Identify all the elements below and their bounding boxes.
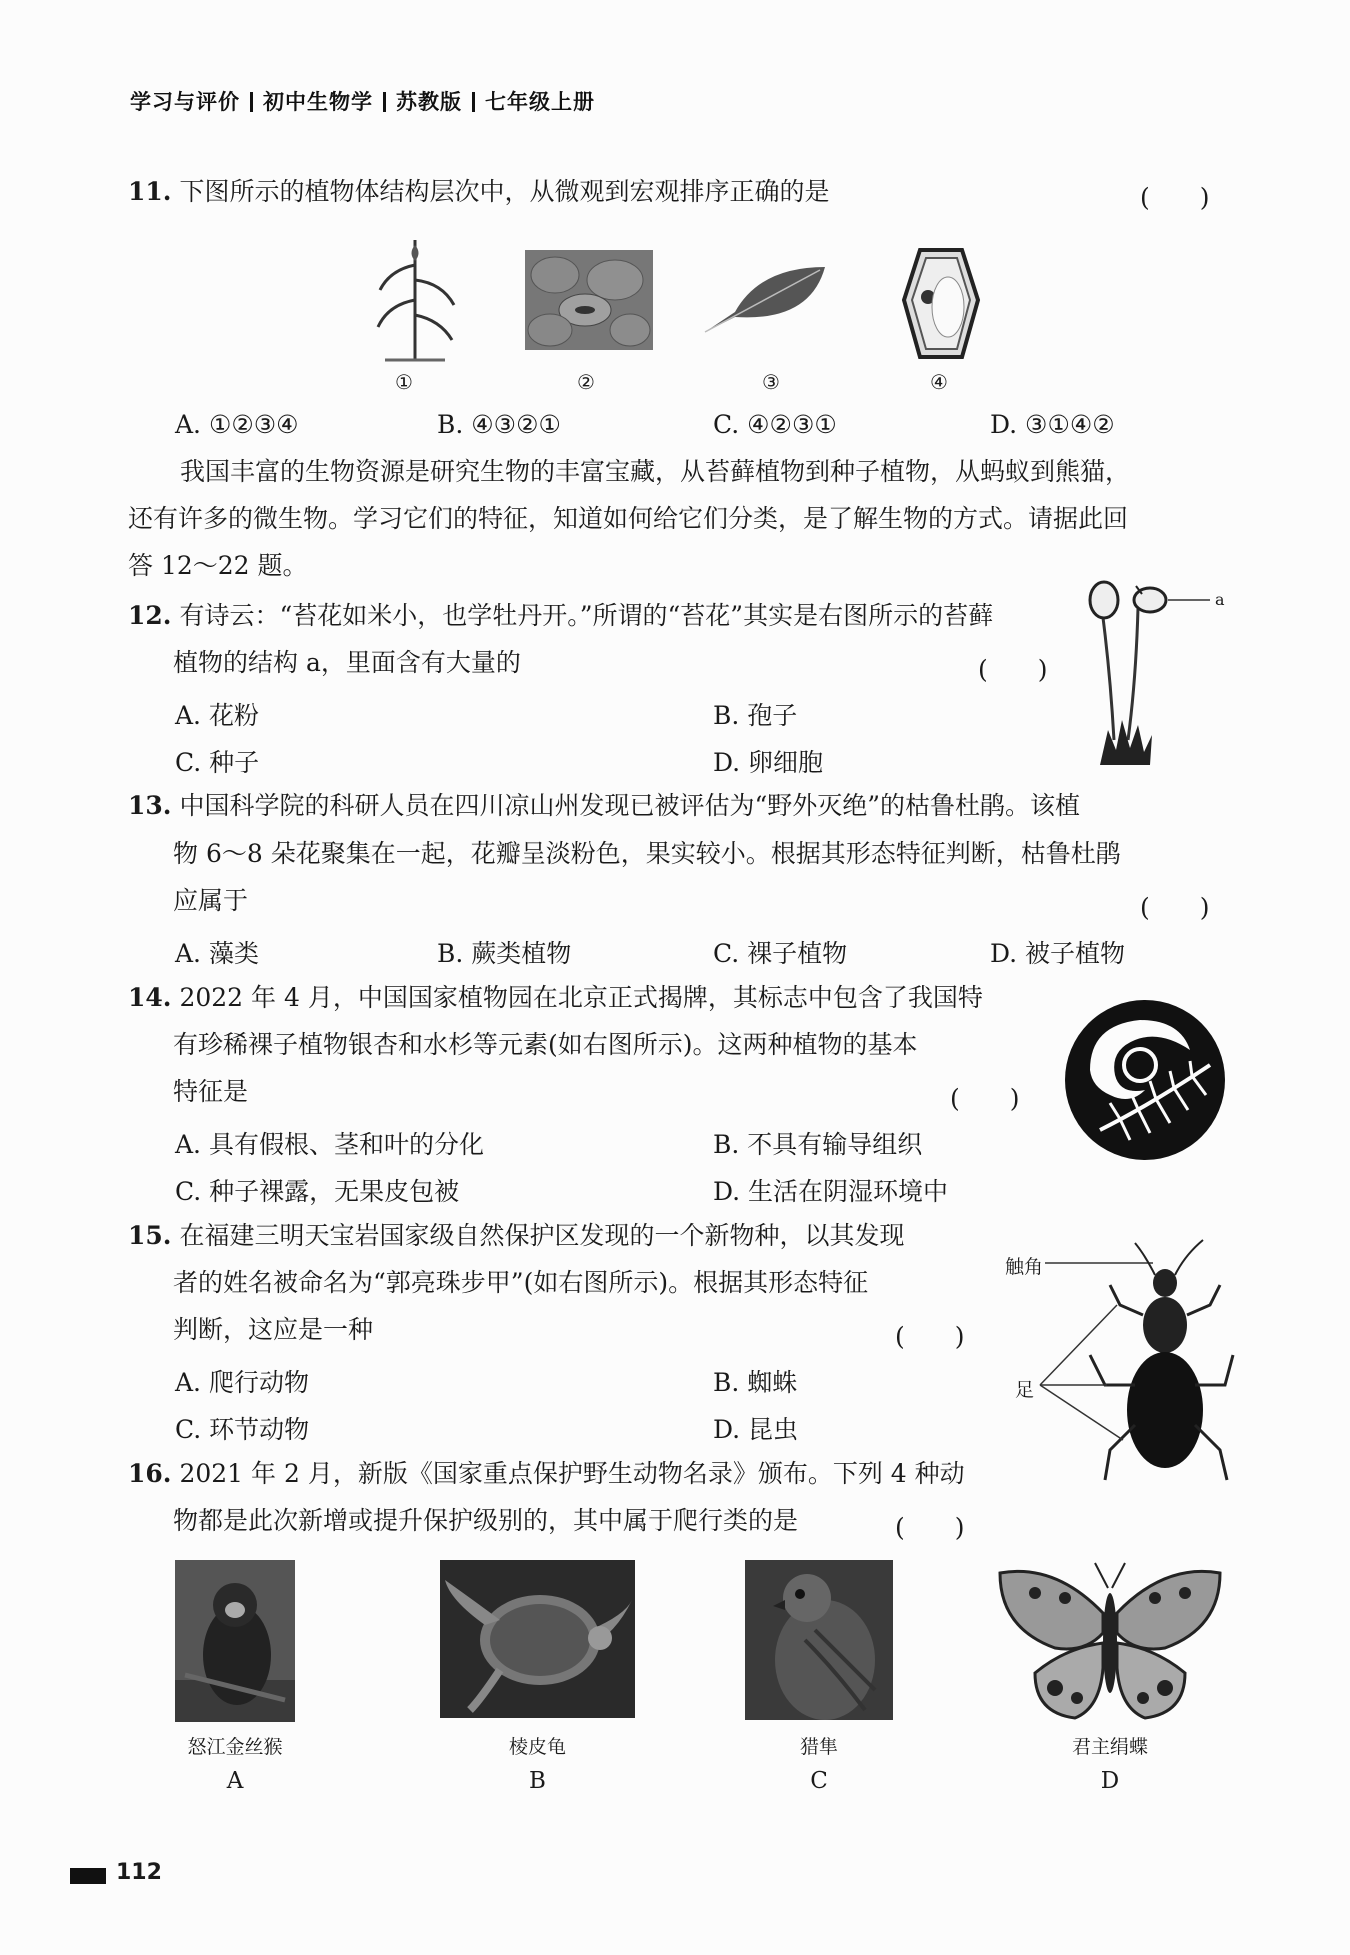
option-b: B. 蜘蛛 xyxy=(713,1368,798,1397)
figure-label: ② xyxy=(577,370,595,394)
header-part: 七年级上册 xyxy=(485,90,595,114)
intro-line: 还有许多的微生物。学习它们的特征，知道如何给它们分类，是了解生物的方式。请据此回 xyxy=(128,504,1129,533)
option-a: A. 爬行动物 xyxy=(175,1368,309,1397)
corn-plant-image xyxy=(370,235,460,365)
page-number: 112 xyxy=(116,1860,162,1885)
saker-falcon-image xyxy=(745,1560,893,1720)
question-14 xyxy=(128,982,983,1014)
question-text: 2021 年 2 月，新版《国家重点保护野生动物名录》颁布。下列 4 种动 xyxy=(179,1459,965,1488)
figure-label: ① xyxy=(395,370,413,394)
question-text: 下图所示的植物体结构层次中，从微观到宏观排序正确的是 xyxy=(179,177,830,206)
question-15 xyxy=(128,1220,904,1252)
question-number: 12. xyxy=(128,601,172,630)
moss-image xyxy=(1080,580,1220,770)
question-text: 有诗云：“苔花如米小，也学牡丹开。”所谓的“苔花”其实是右图所示的苔藓 xyxy=(179,601,994,630)
question-number: 16. xyxy=(128,1459,172,1488)
figure-label-a: a xyxy=(1215,590,1225,609)
header-divider xyxy=(383,92,386,112)
question-text-line: 植物的结构 a，里面含有大量的 xyxy=(173,648,521,677)
question-text: 在福建三明天宝岩国家级自然保护区发现的一个新物种，以其发现 xyxy=(179,1221,905,1250)
leaf-image xyxy=(700,262,830,337)
animal-name: 怒江金丝猴 xyxy=(187,1736,283,1758)
question-text-line: 有珍稀裸子植物银杏和水杉等元素(如右图所示)。这两种植物的基本 xyxy=(173,1030,918,1059)
header-divider xyxy=(472,92,475,112)
header-part: 初中生物学 xyxy=(263,90,373,114)
answer-blank: ( ) xyxy=(1140,893,1210,922)
animal-letter: D xyxy=(1100,1768,1120,1794)
intro-line: 答 12～22 题。 xyxy=(128,551,308,580)
question-number: 15. xyxy=(128,1221,172,1250)
header-divider xyxy=(250,92,253,112)
question-number: 13. xyxy=(128,791,172,820)
option-c: C. ④②③① xyxy=(713,410,837,439)
option-c: C. 种子裸露，无果皮包被 xyxy=(175,1177,460,1206)
question-number: 14. xyxy=(128,983,172,1012)
answer-blank: ( ) xyxy=(950,1084,1020,1113)
question-text-line: 物 6～8 朵花聚集在一起，花瓣呈淡粉色，果实较小。根据其形态特征判断，枯鲁杜鹃 xyxy=(173,839,1121,868)
answer-blank: ( ) xyxy=(895,1513,965,1542)
option-d: D. 生活在阴湿环境中 xyxy=(713,1177,949,1206)
page-header xyxy=(130,86,595,116)
question-16 xyxy=(128,1458,965,1490)
option-d: D. 卵细胞 xyxy=(713,748,824,777)
figure-label: ④ xyxy=(930,370,948,394)
answer-blank: ( ) xyxy=(978,655,1048,684)
option-b: B. 蕨类植物 xyxy=(437,939,572,968)
butterfly-image xyxy=(995,1558,1225,1723)
figure-label: ③ xyxy=(762,370,780,394)
option-d: D. 昆虫 xyxy=(713,1415,799,1444)
antenna-label: 触角 xyxy=(1005,1256,1044,1278)
leatherback-turtle-image xyxy=(440,1560,635,1718)
option-b: B. ④③②① xyxy=(437,410,561,439)
question-text-line: 判断，这应是一种 xyxy=(173,1315,374,1344)
animal-name: 君主绢蝶 xyxy=(1071,1736,1148,1758)
option-d: D. 被子植物 xyxy=(990,939,1126,968)
option-a: A. ①②③④ xyxy=(175,410,299,439)
animal-name: 棱皮龟 xyxy=(508,1736,566,1758)
option-d: D. ③①④② xyxy=(990,410,1115,439)
golden-monkey-image xyxy=(175,1560,295,1722)
botanical-garden-logo-image xyxy=(1060,995,1230,1165)
header-part: 苏教版 xyxy=(396,90,462,114)
option-a: A. 花粉 xyxy=(175,701,259,730)
question-text-line: 特征是 xyxy=(173,1077,249,1106)
answer-blank: ( ) xyxy=(1140,183,1210,212)
header-part: 学习与评价 xyxy=(130,90,240,114)
question-13 xyxy=(128,790,1080,822)
animal-name: 猎隼 xyxy=(799,1736,838,1758)
question-number: 11. xyxy=(128,177,172,206)
option-c: C. 环节动物 xyxy=(175,1415,310,1444)
option-c: C. 裸子植物 xyxy=(713,939,848,968)
ground-beetle-image xyxy=(1035,1235,1235,1485)
question-text-line: 应属于 xyxy=(173,886,249,915)
intro-line: 我国丰富的生物资源是研究生物的丰富宝藏，从苔藓植物到种子植物，从蚂蚁到熊猫， xyxy=(180,457,1131,486)
option-c: C. 种子 xyxy=(175,748,260,777)
question-11 xyxy=(128,176,829,208)
question-text-line: 者的姓名被命名为“郭亮珠步甲”(如右图所示)。根据其形态特征 xyxy=(173,1268,869,1297)
plant-cell-image xyxy=(900,245,982,363)
leg-label: 足 xyxy=(1015,1379,1035,1401)
animal-letter: B xyxy=(529,1768,546,1794)
animal-letter: A xyxy=(226,1768,244,1794)
page-number-bar xyxy=(70,1868,106,1884)
animal-letter: C xyxy=(810,1768,828,1794)
option-b: B. 不具有输导组织 xyxy=(713,1130,923,1159)
leaf-tissue-image xyxy=(525,250,653,350)
option-b: B. 孢子 xyxy=(713,701,798,730)
question-text: 中国科学院的科研人员在四川凉山州发现已被评估为“野外灭绝”的枯鲁杜鹃。该植 xyxy=(179,791,1081,820)
question-text-line: 物都是此次新增或提升保护级别的，其中属于爬行类的是 xyxy=(173,1506,799,1535)
question-12 xyxy=(128,600,993,632)
option-a: A. 藻类 xyxy=(175,939,259,968)
question-text: 2022 年 4 月，中国国家植物园在北京正式揭牌，其标志中包含了我国特 xyxy=(179,983,983,1012)
answer-blank: ( ) xyxy=(895,1322,965,1351)
option-a: A. 具有假根、茎和叶的分化 xyxy=(175,1130,484,1159)
